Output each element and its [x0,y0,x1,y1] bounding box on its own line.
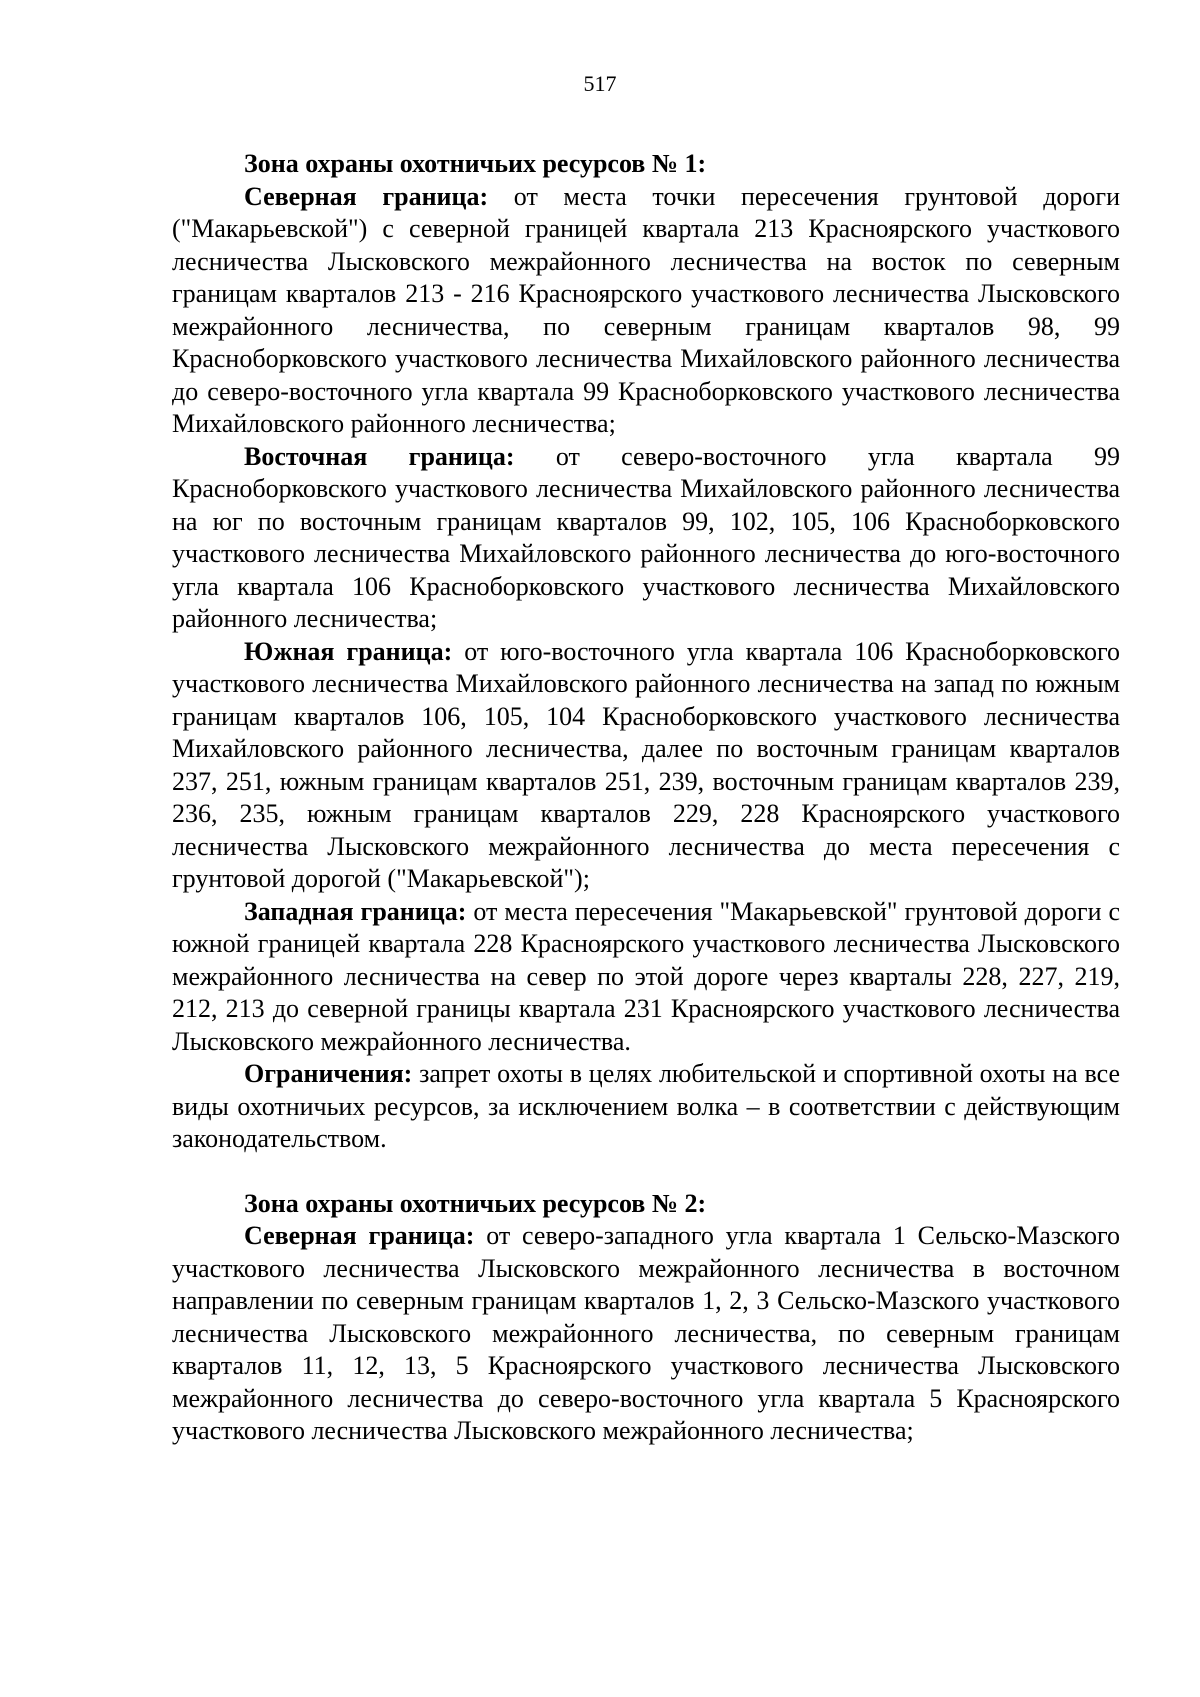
paragraph-label: Восточная граница: [244,441,515,471]
paragraph-label: Северная граница: [244,1221,475,1250]
north-boundary-paragraph [172,181,1120,441]
paragraph-label: Западная граница: [244,896,467,926]
zone-section-2 [172,1188,1120,1448]
paragraph-text: от северо-восточного угла квартала 99 Красноборковского участкового лесничества Михайловского районного лесничества на юг по восточным границам кварталов 99, 102, 105, 106 Красноборковского участкового лесничества Михайловского районного лесничества до юго-восточного угла квартала 106 Красноборковского участкового лесничества Михайловского районного лесничества; [172,441,1121,633]
zone-title: Зона охраны охотничьих ресурсов № 2: [244,1188,707,1218]
paragraph-text: от места пересечения "Макарьевской" грунтовой дороги с южной границей квартала 228 Красноярского участкового лесничества Лысковского межрайонного лесничества на север по этой дороге через кварталы 228, 227, 219, 212, 213 до северной границы квартала 231 Красноярского участкового лесничества Лысковского межрайонного лесничества. [172,896,1121,1056]
paragraph-label: Южная граница: [244,636,453,666]
restrictions-paragraph [172,1058,1120,1156]
paragraph-text: запрет охоты в целях любительской и спортивной охоты на все виды охотничьих ресурсов, за исключением волка – в соответствии с действующим законодательством. [172,1059,1121,1153]
paragraph-label: Северная граница: [244,181,489,211]
paragraph-label: Ограничения: [244,1059,413,1088]
zone-section-1 [172,148,1120,1156]
section-spacer [172,1156,1120,1188]
south-boundary-paragraph [172,636,1120,896]
zone-title: Зона охраны охотничьих ресурсов № 1: [244,149,707,178]
west-boundary-paragraph [172,896,1120,1059]
document-body [172,148,1120,1448]
paragraph-text: от северо-западного угла квартала 1 Сельско-Мазского участкового лесничества Лысковского межрайонного лесничества в восточном направлении по северным границам кварталов 1, 2, 3 Сельско-Мазского участкового лесничества Лысковского межрайонного лесничества, по северным границам кварталов 11, 12, 13, 5 Красноярского участкового лесничества Лысковского межрайонного лесничества до северо-восточного угла квартала 5 Красноярского участкового лесничества Лысковского межрайонного лесничества; [172,1221,1121,1445]
east-boundary-paragraph [172,441,1120,636]
paragraph-text: от юго-восточного угла квартала 106 Красноборковского участкового лесничества Михайловского районного лесничества на запад по южным границам кварталов 106, 105, 104 Красноборковского участкового лесничества Михайловского районного лесничества, далее по восточным границам кварталов 237, 251, южным границам кварталов 251, 239, восточным границам кварталов 239, 236, 235, южным границам кварталов 229, 228 Красноярского участкового лесничества Лысковского межрайонного лесничества до места пересечения с грунтовой дорогой ("Макарьевской"); [172,636,1121,893]
page-number: 517 [583,71,617,96]
paragraph-text: от места точки пересечения грунтовой дороги ("Макарьевской") с северной границей квартала 213 Красноярского участкового лесничества Лысковского межрайонного лесничества на восток по северным границам кварталов 213 - 216 Красноярского участкового лесничества Лысковского межрайонного лесничества, по северным границам кварталов 98, 99 Красноборковского участкового лесничества Михайловского районного лесничества до северо-восточного угла квартала 99 Красноборковского участкового лесничества Михайловского районного лесничества; [172,181,1120,438]
north-boundary-paragraph [172,1220,1120,1448]
